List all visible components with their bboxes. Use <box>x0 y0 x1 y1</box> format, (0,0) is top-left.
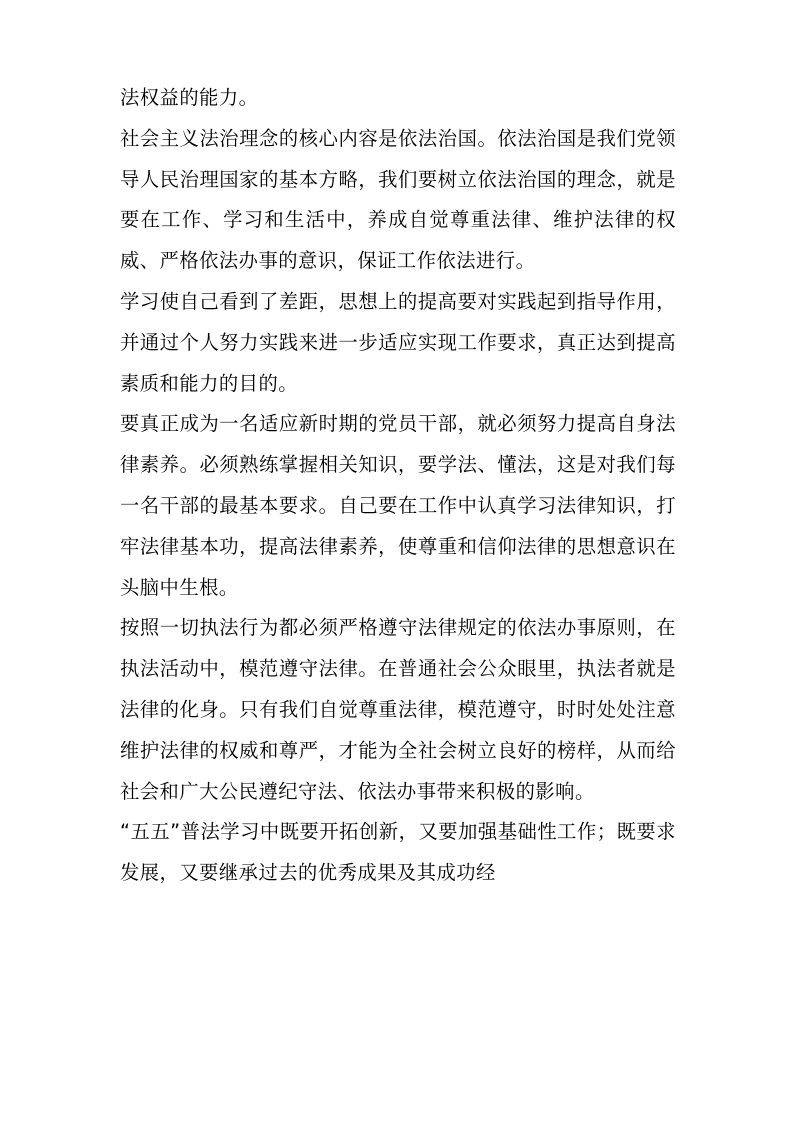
paragraph-five-five-campaign: “五五”普法学习中既要开拓创新，又要加强基础性工作；既要求发展，又要继承过去的优秀成果及其成功经 <box>120 820 676 885</box>
paragraph-study-reflection: 学习使自己看到了差距，思想上的提高要对实践起到指导作用，并通过个人努力实践来进一步适应实现工作要求，真正达到提高素质和能力的目的。 <box>120 289 676 395</box>
paragraph-law-enforcement: 按照一切执法行为都必须严格遵守法律规定的依法办事原则，在执法活动中，模范遵守法律。在普通社会公众眼里，执法者就是法律的化身。只有我们自觉尊重法律，模范遵守，时时处处注意维护法律的权威和尊严，才能为全社会树立良好的榜样，从而给社会和广大公民遵纪守法、依法办事带来积极的影响。 <box>120 616 676 803</box>
paragraph-continuation: 法权益的能力。 <box>120 86 259 109</box>
paragraph-rule-of-law-concept: 社会主义法治理念的核心内容是依法治国。依法治国是我们党领导人民治理国家的基本方略，我们要树立依法治国的理念，就是要在工作、学习和生活中，养成自觉尊重法律、维护法律的权威、严格依法办事的意识，保证工作依法进行。 <box>120 126 676 273</box>
document-body <box>120 78 676 894</box>
paragraph-legal-literacy: 要真正成为一名适应新时期的党员干部，就必须努力提高自身法律素养。必须熟练掌握相关知识，要学法、懂法，这是对我们每一名干部的最基本要求。自己要在工作中认真学习法律知识，打牢法律基本功，提高法律素养，使尊重和信仰法律的思想意识在头脑中生根。 <box>120 412 676 599</box>
